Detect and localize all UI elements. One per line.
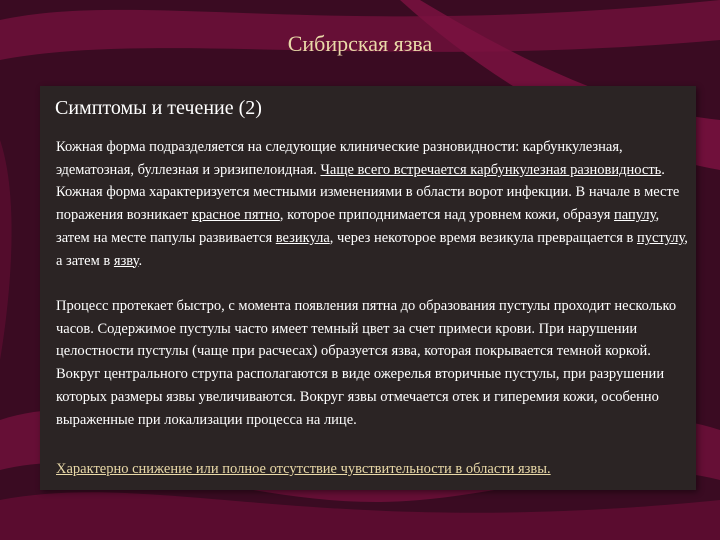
link-red-spot[interactable]: красное пятно bbox=[191, 207, 280, 224]
text-span: . bbox=[138, 252, 143, 269]
slide-title: Сибирская язва bbox=[287, 31, 433, 56]
link-pustule[interactable]: пустулу bbox=[637, 229, 685, 246]
link-papule[interactable]: папулу bbox=[614, 207, 656, 224]
text-span: Кожная форма подразделяется на следующие клинические разновидности: карбункулезная, эдематозная, буллезная и эризипелоидная. bbox=[56, 139, 623, 178]
link-carbuncular-variety[interactable]: Чаще всего встречается карбункулезная разновидность bbox=[320, 161, 662, 178]
text-span: , затем на месте папулы развивается bbox=[56, 207, 660, 246]
text-span: , которое приподнимается над уровнем кожи, образуя bbox=[279, 207, 615, 224]
text-span: , через некоторое время везикула превращается в bbox=[329, 229, 637, 246]
paragraph-process-course: Процесс протекает быстро, с момента появления пятна до образования пустулы проходит несколько часов. Содержимое пустулы часто имеет темный цвет за счет примеси крови. При нарушении целостности пустулы (чаще при расчесах) образуется язва, которая покрывается темной коркой. Вокруг центрального струпа располагаются в виде ожерелья вторичные пустулы, при разрушении которых размеры язвы увеличиваются. Вокруг язвы отмечается отек и гиперемия кожи, особенно выраженные при локализации процесса на лице. bbox=[56, 298, 677, 428]
text-span: . Кожная форма характеризуется местными изменениями в области ворот инфекции. В начале в месте поражения возникает bbox=[56, 161, 680, 224]
link-vesicle[interactable]: везикула bbox=[275, 229, 330, 246]
link-sensitivity-loss[interactable]: Характерно снижение или полное отсутствие чувствительности в области язвы. bbox=[56, 461, 551, 477]
text-span: , а затем в bbox=[56, 229, 688, 269]
slide-subtitle: Симптомы и течение (2) bbox=[55, 97, 262, 119]
link-ulcer[interactable]: язву bbox=[113, 252, 139, 269]
paragraph-cutaneous-form bbox=[56, 136, 688, 272]
